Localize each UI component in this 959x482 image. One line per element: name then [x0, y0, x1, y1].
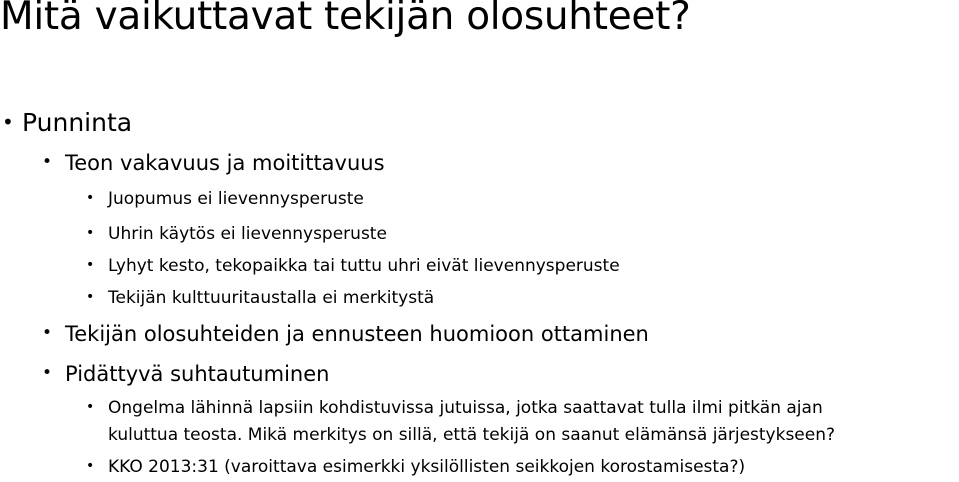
bullet-text: Teon vakavuus ja moitittavuus [65, 151, 385, 175]
bullet-text: Juopumus ei lievennysperuste [108, 189, 364, 209]
bullet-text-line-2: kuluttua teosta. Mikä merkitys on sillä, että tekijä on saanut elämänsä järjestykseen? [108, 425, 836, 445]
bullet-text: Tekijän olosuhteiden ja ennusteen huomioon ottaminen [65, 322, 649, 346]
bullet-icon: • [42, 323, 53, 343]
bullet-icon: • [86, 225, 95, 241]
bullet-icon: • [86, 399, 95, 415]
bullet-icon: • [86, 190, 95, 206]
bullet-text: KKO 2013:31 (varoittava esimerkki yksilöllisten seikkojen korostamisesta?) [108, 457, 746, 477]
bullet-icon: • [86, 458, 95, 474]
bullet-text: Uhrin käytös ei lievennysperuste [108, 224, 387, 244]
bullet-text: Tekijän kulttuuritaustalla ei merkitystä [108, 288, 435, 308]
bullet-text: Pidättyvä suhtautuminen [65, 362, 330, 386]
bullet-icon: • [86, 289, 95, 305]
bullet-icon: • [2, 110, 14, 134]
bullet-text: Lyhyt kesto, tekopaikka tai tuttu uhri eivät lievennysperuste [108, 256, 620, 276]
bullet-icon: • [42, 363, 53, 383]
bullet-text: Punninta [22, 108, 133, 137]
bullet-icon: • [86, 257, 95, 273]
bullet-text-line-1: Ongelma lähinnä lapsiin kohdistuvissa jutuissa, jotka saattavat tulla ilmi pitkän ajan [108, 398, 823, 418]
bullet-icon: • [42, 152, 53, 172]
slide-title: Mitä vaikuttavat tekijän olosuhteet? [0, 0, 691, 39]
